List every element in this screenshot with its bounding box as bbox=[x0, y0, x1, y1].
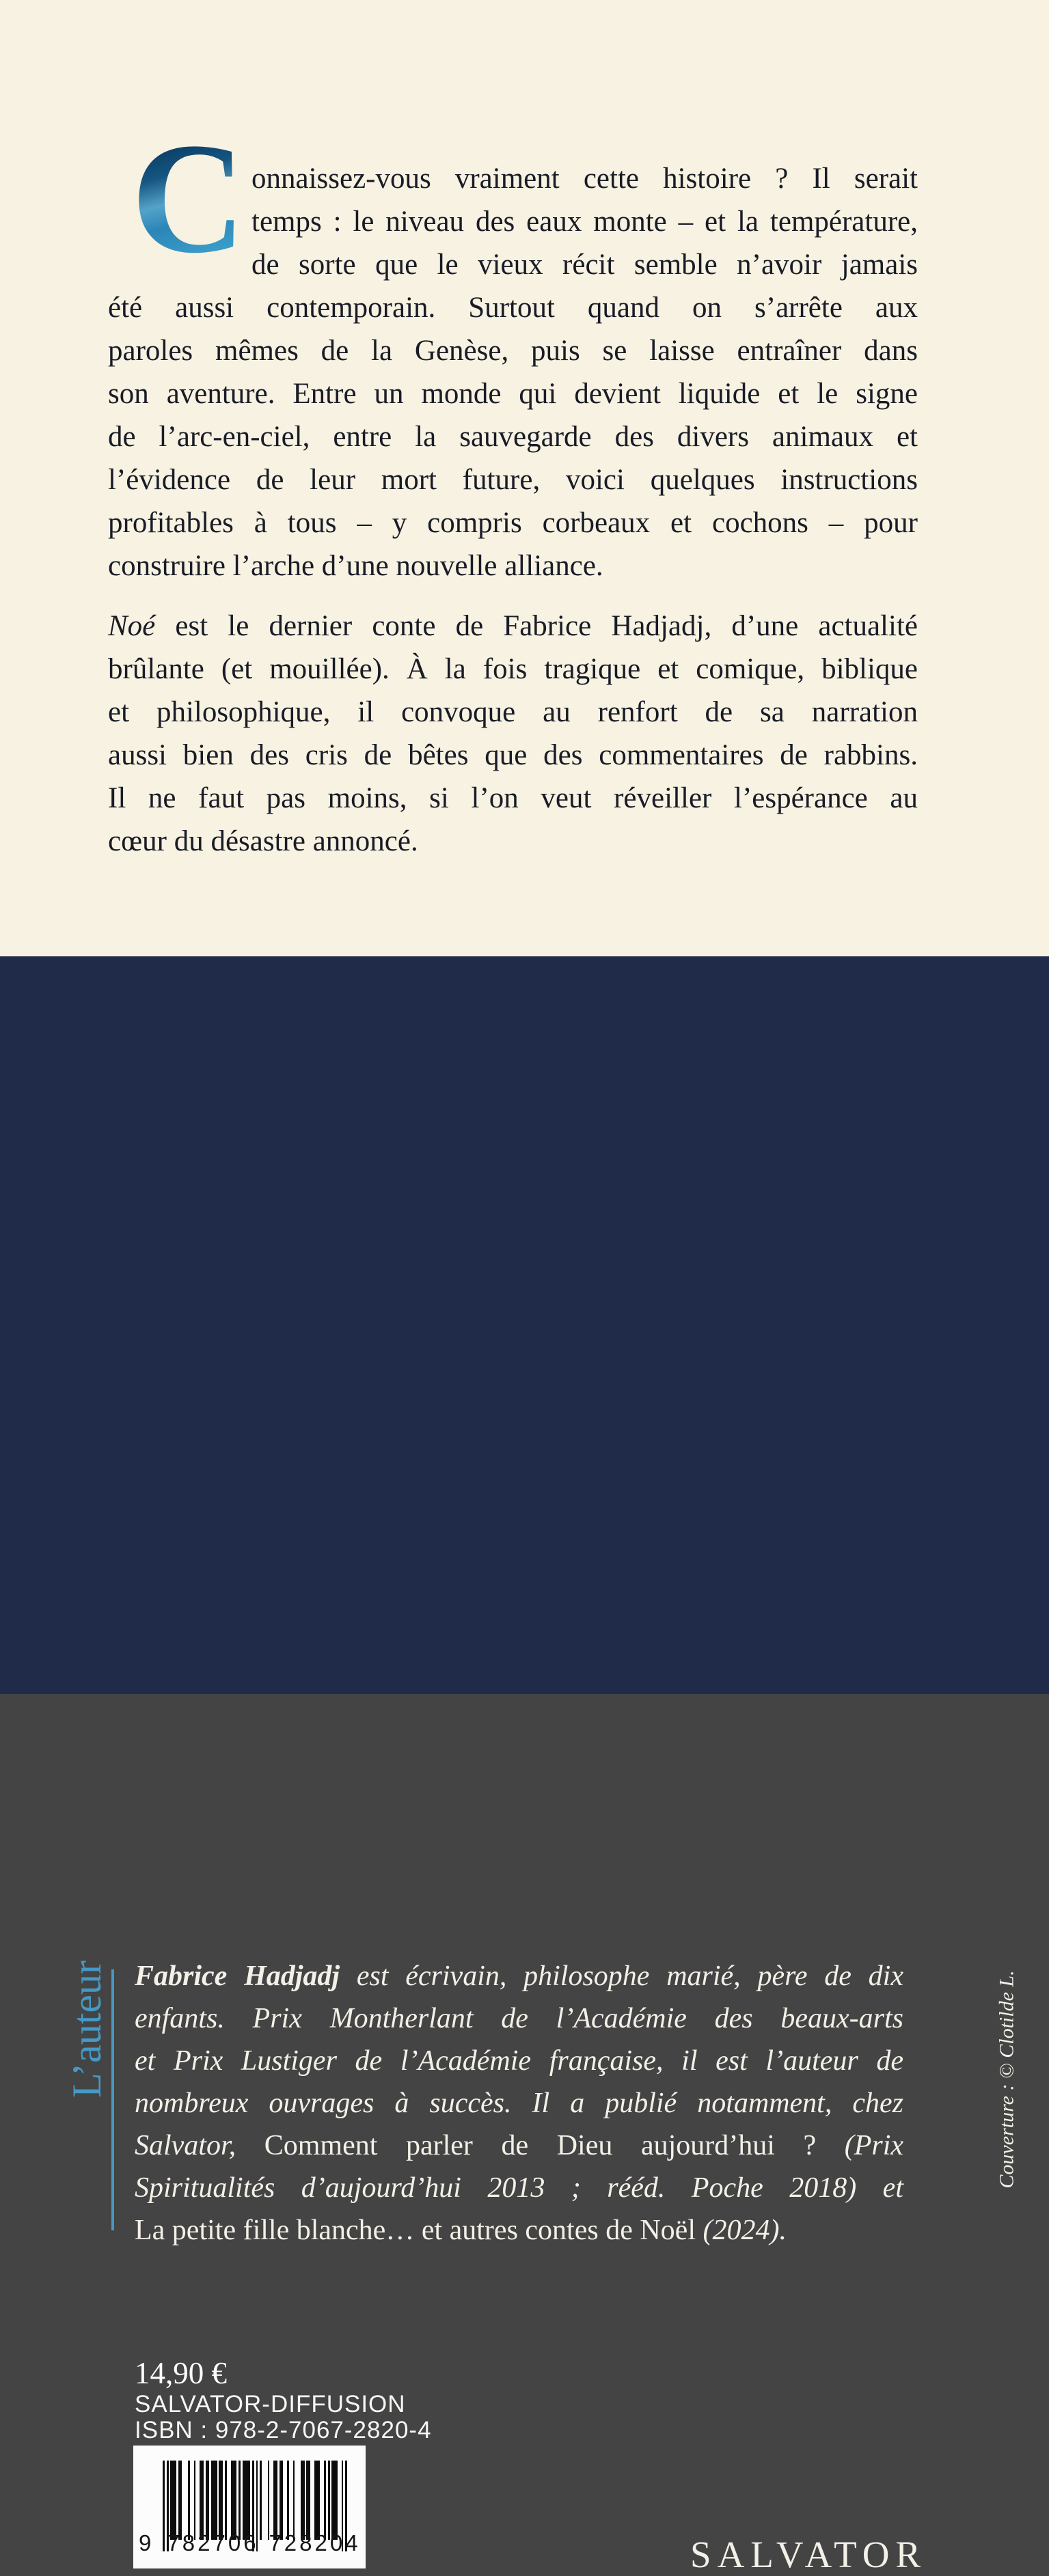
vertical-divider-line bbox=[111, 1969, 114, 2230]
text-line bbox=[108, 501, 918, 544]
text-line bbox=[135, 1955, 903, 1997]
text-segment: profitables à tous – y compris corbeaux et cochons – pour bbox=[108, 507, 918, 539]
barcode-digit-group: 782706 bbox=[167, 2530, 259, 2556]
text-line bbox=[135, 1997, 903, 2040]
text-line bbox=[108, 458, 918, 501]
barcode-digit-group: 728204 bbox=[269, 2530, 361, 2556]
barcode-digits bbox=[133, 2530, 366, 2556]
barcode-bars bbox=[163, 2461, 347, 2540]
price: 14,90 € bbox=[135, 2356, 227, 2390]
text-segment: son aventure. Entre un monde qui devient liquide et le signe bbox=[108, 378, 918, 410]
text-line bbox=[135, 2209, 903, 2252]
barcode bbox=[133, 2446, 366, 2568]
synopsis-paragraph-2 bbox=[108, 605, 918, 863]
text-segment: et philosophique, il convoque au renfort de sa narration bbox=[108, 696, 918, 728]
author-sidebar-label: L’auteur bbox=[64, 1960, 110, 2098]
text-segment: de sorte que le vieux récit semble n’avoir jamais bbox=[251, 249, 918, 281]
cover-credit: Couverture : © Clotilde L. bbox=[996, 1970, 1019, 2189]
cover-credit-wrap bbox=[986, 1966, 1028, 2193]
text-line bbox=[108, 329, 918, 372]
text-segment: brûlante (et mouillée). À la fois tragique et comique, biblique bbox=[108, 653, 918, 685]
text-segment: La petite fille blanche… et autres contes de Noël bbox=[135, 2215, 703, 2246]
text-segment: Noé bbox=[108, 610, 156, 642]
text-segment: Fabrice Hadjadj bbox=[135, 1961, 340, 1992]
text-line bbox=[135, 2082, 903, 2124]
text-segment: enfants. Prix Montherlant de l’Académie des beaux-arts bbox=[135, 2003, 903, 2034]
synopsis-paragraph-1 bbox=[108, 157, 918, 587]
text-segment: Spiritualités d’aujourd’hui 2013 ; rééd. Poche 2018) et bbox=[135, 2172, 903, 2204]
text-line bbox=[108, 200, 918, 243]
text-line bbox=[108, 648, 918, 691]
text-line bbox=[108, 243, 918, 286]
author-bio bbox=[135, 1955, 903, 2252]
text-line bbox=[135, 2167, 903, 2209]
text-line bbox=[135, 2040, 903, 2082]
text-segment: (2024). bbox=[703, 2215, 787, 2246]
text-line bbox=[108, 286, 918, 329]
text-segment: de l’arc-en-ciel, entre la sauvegarde des divers animaux et bbox=[108, 421, 918, 453]
text-line bbox=[108, 372, 918, 415]
text-segment: est le dernier conte de Fabrice Hadjadj, d’une actualité bbox=[155, 610, 918, 642]
text-segment: Comment parler de Dieu aujourd’hui ? bbox=[236, 2130, 845, 2161]
text-segment: et Prix Lustiger de l’Académie française, il est l’auteur de bbox=[135, 2045, 903, 2077]
text-segment: été aussi contemporain. Surtout quand on s’arrête aux bbox=[108, 292, 918, 324]
isbn: ISBN : 978-2-7067-2820-4 bbox=[135, 2417, 432, 2443]
text-line bbox=[108, 734, 918, 777]
text-segment: est écrivain, philosophe marié, père de dix bbox=[340, 1961, 903, 1992]
text-line bbox=[108, 605, 918, 648]
text-segment: temps : le niveau des eaux monte – et la température, bbox=[251, 206, 918, 238]
text-segment: l’évidence de leur mort future, voici quelques instructions bbox=[108, 464, 918, 496]
text-line bbox=[108, 777, 918, 820]
distribution: SALVATOR-DIFFUSION bbox=[135, 2391, 406, 2418]
text-line bbox=[135, 2124, 903, 2167]
text-line bbox=[108, 820, 918, 863]
text-line bbox=[108, 691, 918, 734]
publisher-logo: SALVATOR bbox=[690, 2534, 927, 2575]
text-line bbox=[108, 544, 918, 587]
text-segment: construire l’arche d’une nouvelle alliance. bbox=[108, 550, 603, 582]
text-segment: nombreux ouvrages à succès. Il a publié notamment, chez bbox=[135, 2088, 903, 2119]
barcode-digit-group: 9 bbox=[139, 2530, 152, 2556]
text-segment: cœur du désastre annoncé. bbox=[108, 825, 418, 857]
text-line bbox=[108, 157, 918, 200]
text-segment: Il ne faut pas moins, si l’on veut réveiller l’espérance au bbox=[108, 782, 918, 814]
text-segment: onnaissez-vous vraiment cette histoire ? Il serait bbox=[251, 163, 918, 195]
text-segment: aussi bien des cris de bêtes que des commentaires de rabbins. bbox=[108, 739, 918, 771]
text-segment: paroles mêmes de la Genèse, puis se laisse entraîner dans bbox=[108, 335, 918, 367]
author-section bbox=[0, 956, 1049, 2575]
text-segment: (Prix bbox=[844, 2130, 903, 2161]
drop-cap-letter: C bbox=[131, 111, 246, 286]
text-segment: Salvator, bbox=[135, 2130, 236, 2161]
text-line bbox=[108, 415, 918, 458]
author-sidebar-label-wrap bbox=[55, 1940, 120, 2118]
synopsis-section bbox=[0, 0, 1049, 956]
